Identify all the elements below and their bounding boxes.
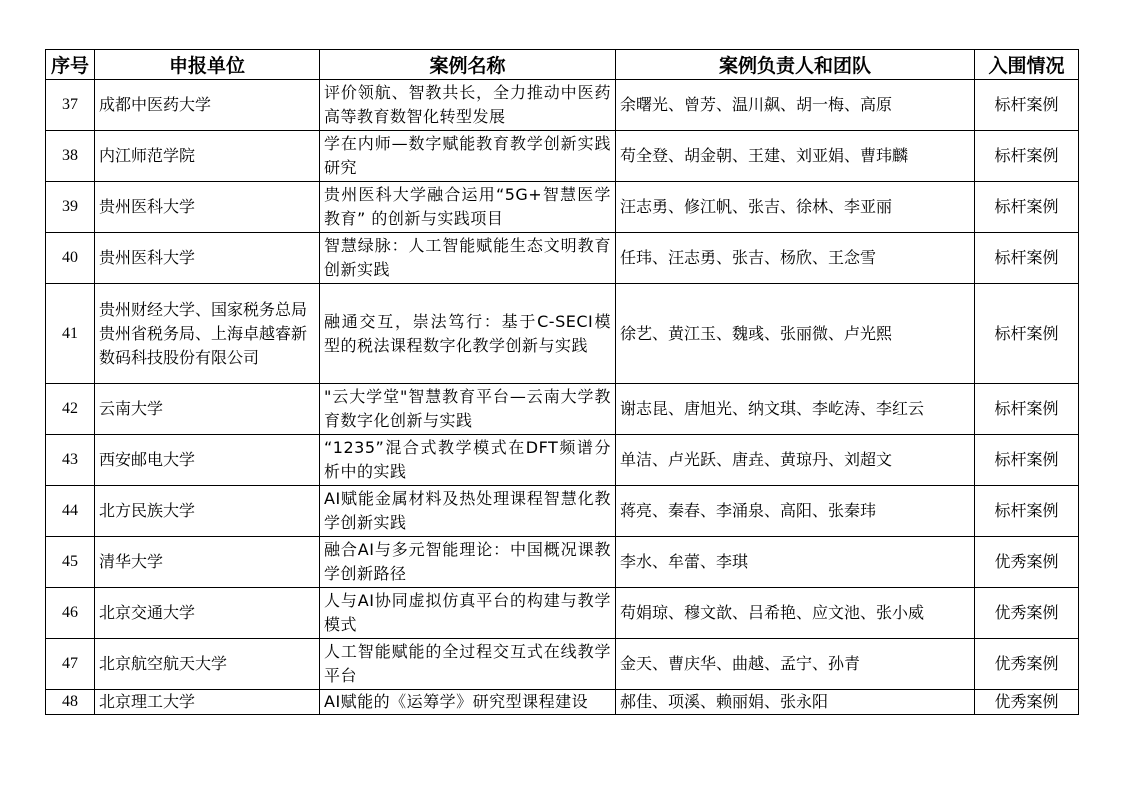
row-number: 43 — [46, 435, 95, 486]
row-case-name: 贵州医科大学融合运用“5G+智慧医学教育” 的创新与实践项目 — [320, 182, 616, 233]
row-team: 单洁、卢光跃、唐垚、黄琼丹、刘超文 — [616, 435, 975, 486]
table-row — [46, 131, 1079, 182]
table-row — [46, 639, 1079, 690]
row-unit: 成都中医药大学 — [95, 80, 320, 131]
row-case-name: 融合AI与多元智能理论：中国概况课教学创新路径 — [320, 537, 616, 588]
header-unit: 申报单位 — [95, 50, 320, 80]
row-unit: 北京理工大学 — [95, 690, 320, 715]
row-team: 余曙光、曾芳、温川飙、胡一梅、高原 — [616, 80, 975, 131]
row-unit: 贵州医科大学 — [95, 233, 320, 284]
row-case-name: 智慧绿脉：人工智能赋能生态文明教育创新实践 — [320, 233, 616, 284]
row-team: 金天、曹庆华、曲越、孟宁、孙青 — [616, 639, 975, 690]
row-case-name: “1235”混合式教学模式在DFT频谱分析中的实践 — [320, 435, 616, 486]
row-status: 标杆案例 — [975, 435, 1079, 486]
row-number: 46 — [46, 588, 95, 639]
row-unit: 清华大学 — [95, 537, 320, 588]
row-status: 标杆案例 — [975, 80, 1079, 131]
table-row — [46, 80, 1079, 131]
table-row — [46, 233, 1079, 284]
row-team: 苟娟琼、穆文歆、吕希艳、应文池、张小威 — [616, 588, 975, 639]
header-row — [46, 50, 1079, 80]
row-unit: 北京航空航天大学 — [95, 639, 320, 690]
table-row — [46, 384, 1079, 435]
header-case-name: 案例名称 — [320, 50, 616, 80]
row-number: 45 — [46, 537, 95, 588]
row-number: 39 — [46, 182, 95, 233]
row-team: 郝佳、项溪、赖丽娟、张永阳 — [616, 690, 975, 715]
row-number: 41 — [46, 284, 95, 384]
row-unit: 西安邮电大学 — [95, 435, 320, 486]
row-unit: 内江师范学院 — [95, 131, 320, 182]
row-status: 标杆案例 — [975, 131, 1079, 182]
table-row — [46, 588, 1079, 639]
row-status: 优秀案例 — [975, 588, 1079, 639]
row-status: 标杆案例 — [975, 182, 1079, 233]
row-number: 40 — [46, 233, 95, 284]
row-number: 38 — [46, 131, 95, 182]
row-number: 44 — [46, 486, 95, 537]
row-unit: 贵州财经大学、国家税务总局贵州省税务局、上海卓越睿新数码科技股份有限公司 — [95, 284, 320, 384]
table-row — [46, 284, 1079, 384]
row-number: 47 — [46, 639, 95, 690]
row-case-name: 评价领航、智教共长，全力推动中医药高等教育数智化转型发展 — [320, 80, 616, 131]
row-unit: 北京交通大学 — [95, 588, 320, 639]
row-status: 标杆案例 — [975, 284, 1079, 384]
table-row — [46, 182, 1079, 233]
header-status: 入围情况 — [975, 50, 1079, 80]
row-case-name: 学在内师—数字赋能教育教学创新实践研究 — [320, 131, 616, 182]
row-team: 徐艺、黄江玉、魏彧、张丽微、卢光熙 — [616, 284, 975, 384]
row-team: 汪志勇、修江帆、张吉、徐林、李亚丽 — [616, 182, 975, 233]
cases-table — [45, 49, 1079, 715]
header-number: 序号 — [46, 50, 95, 80]
row-status: 标杆案例 — [975, 486, 1079, 537]
row-status: 优秀案例 — [975, 690, 1079, 715]
row-number: 42 — [46, 384, 95, 435]
row-status: 优秀案例 — [975, 537, 1079, 588]
row-case-name: "云大学堂"智慧教育平台—云南大学教育数字化创新与实践 — [320, 384, 616, 435]
row-case-name: AI赋能金属材料及热处理课程智慧化教学创新实践 — [320, 486, 616, 537]
row-case-name: 融通交互，崇法笃行：基于C-SECI模型的税法课程数字化教学创新与实践 — [320, 284, 616, 384]
row-team: 苟全登、胡金朝、王建、刘亚娟、曹玮麟 — [616, 131, 975, 182]
row-status: 标杆案例 — [975, 233, 1079, 284]
row-unit: 云南大学 — [95, 384, 320, 435]
row-unit: 北方民族大学 — [95, 486, 320, 537]
row-status: 优秀案例 — [975, 639, 1079, 690]
table-row — [46, 486, 1079, 537]
table-row — [46, 690, 1079, 715]
header-team: 案例负责人和团队 — [616, 50, 975, 80]
row-team: 任玮、汪志勇、张吉、杨欣、王念雪 — [616, 233, 975, 284]
table-row — [46, 435, 1079, 486]
row-case-name: AI赋能的《运筹学》研究型课程建设 — [320, 690, 616, 715]
row-status: 标杆案例 — [975, 384, 1079, 435]
row-number: 48 — [46, 690, 95, 715]
row-case-name: 人工智能赋能的全过程交互式在线教学平台 — [320, 639, 616, 690]
row-number: 37 — [46, 80, 95, 131]
row-case-name: 人与AI协同虚拟仿真平台的构建与教学模式 — [320, 588, 616, 639]
table-row — [46, 537, 1079, 588]
row-team: 谢志昆、唐旭光、纳文琪、李屹涛、李红云 — [616, 384, 975, 435]
row-team: 李水、牟蕾、李琪 — [616, 537, 975, 588]
row-team: 蒋亮、秦春、李涌泉、高阳、张秦玮 — [616, 486, 975, 537]
row-unit: 贵州医科大学 — [95, 182, 320, 233]
